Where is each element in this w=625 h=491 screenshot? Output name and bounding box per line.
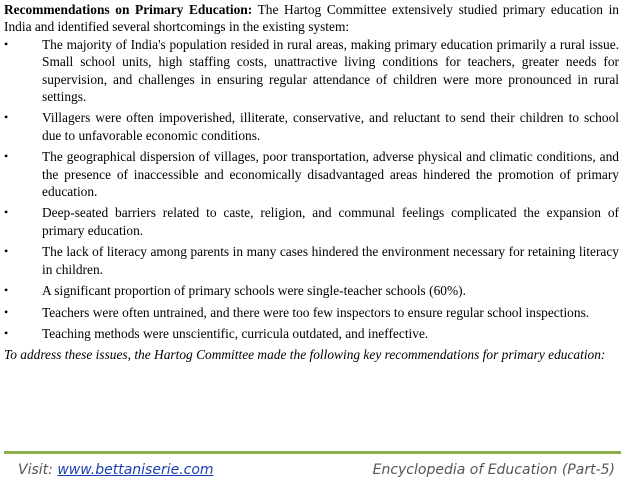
- section-heading: Recommendations on Primary Education:: [4, 2, 253, 17]
- website-link[interactable]: www.bettaniserie.com: [57, 462, 214, 478]
- list-item: [4, 204, 619, 239]
- intro-paragraph: [4, 1, 619, 36]
- list-item-text: Villagers were often impoverished, illiterate, conservative, and reluctant to send their children to school due to unfavorable economic conditions.: [42, 110, 619, 143]
- list-item-text: The majority of India's population resided in rural areas, making primary education primarily a rural issue. Small school units, high staffing costs, unattractive living conditions for teachers, greater needs for supervision, and challenges in ensuring regular attendance of children were more pronounced in rural settings.: [42, 36, 619, 105]
- book-title: Encyclopedia of Education (Part-5): [372, 462, 615, 478]
- list-item: [4, 36, 619, 106]
- list-item-text: Deep-seated barriers related to caste, religion, and communal feelings complicated the expansion of primary education.: [42, 205, 619, 238]
- footer-visit: [18, 462, 214, 478]
- bullet-icon: •: [4, 36, 9, 51]
- list-item-text: The lack of literacy among parents in many cases hindered the environment necessary for retaining literacy in children.: [42, 244, 619, 277]
- list-item: [4, 282, 619, 299]
- list-item: [4, 243, 619, 278]
- visit-label: Visit:: [18, 462, 53, 478]
- bullet-icon: •: [4, 304, 9, 319]
- closing-paragraph: To address these issues, the Hartog Committee made the following key recommendations for primary education:: [4, 347, 606, 363]
- list-item-text: Teachers were often untrained, and there were too few inspectors to ensure regular school inspections.: [42, 304, 590, 320]
- list-item-text: The geographical dispersion of villages, poor transportation, adverse physical and climatic conditions, and the presence of inaccessible and economically disadvantaged areas hindered the promotion of primary education.: [42, 149, 619, 200]
- document-body: [4, 1, 619, 364]
- footer-divider: [4, 451, 621, 454]
- bullet-icon: •: [4, 110, 9, 125]
- list-item-text: Teaching methods were unscientific, curricula outdated, and ineffective.: [42, 325, 429, 341]
- bullet-icon: •: [4, 205, 9, 220]
- shortcomings-list: [4, 36, 619, 343]
- list-item: [4, 148, 619, 200]
- bullet-icon: •: [4, 244, 9, 259]
- page-footer: [4, 462, 619, 482]
- bullet-icon: •: [4, 149, 9, 164]
- list-item: [4, 325, 619, 342]
- list-item: [4, 109, 619, 144]
- bullet-icon: •: [4, 283, 9, 298]
- intro-text: The Hartog Committee extensively studied primary education in India and identified several shortcomings in the existing system:: [4, 2, 619, 35]
- list-item: [4, 304, 619, 321]
- bullet-icon: •: [4, 325, 9, 340]
- list-item-text: A significant proportion of primary schools were single-teacher schools (60%).: [42, 283, 466, 299]
